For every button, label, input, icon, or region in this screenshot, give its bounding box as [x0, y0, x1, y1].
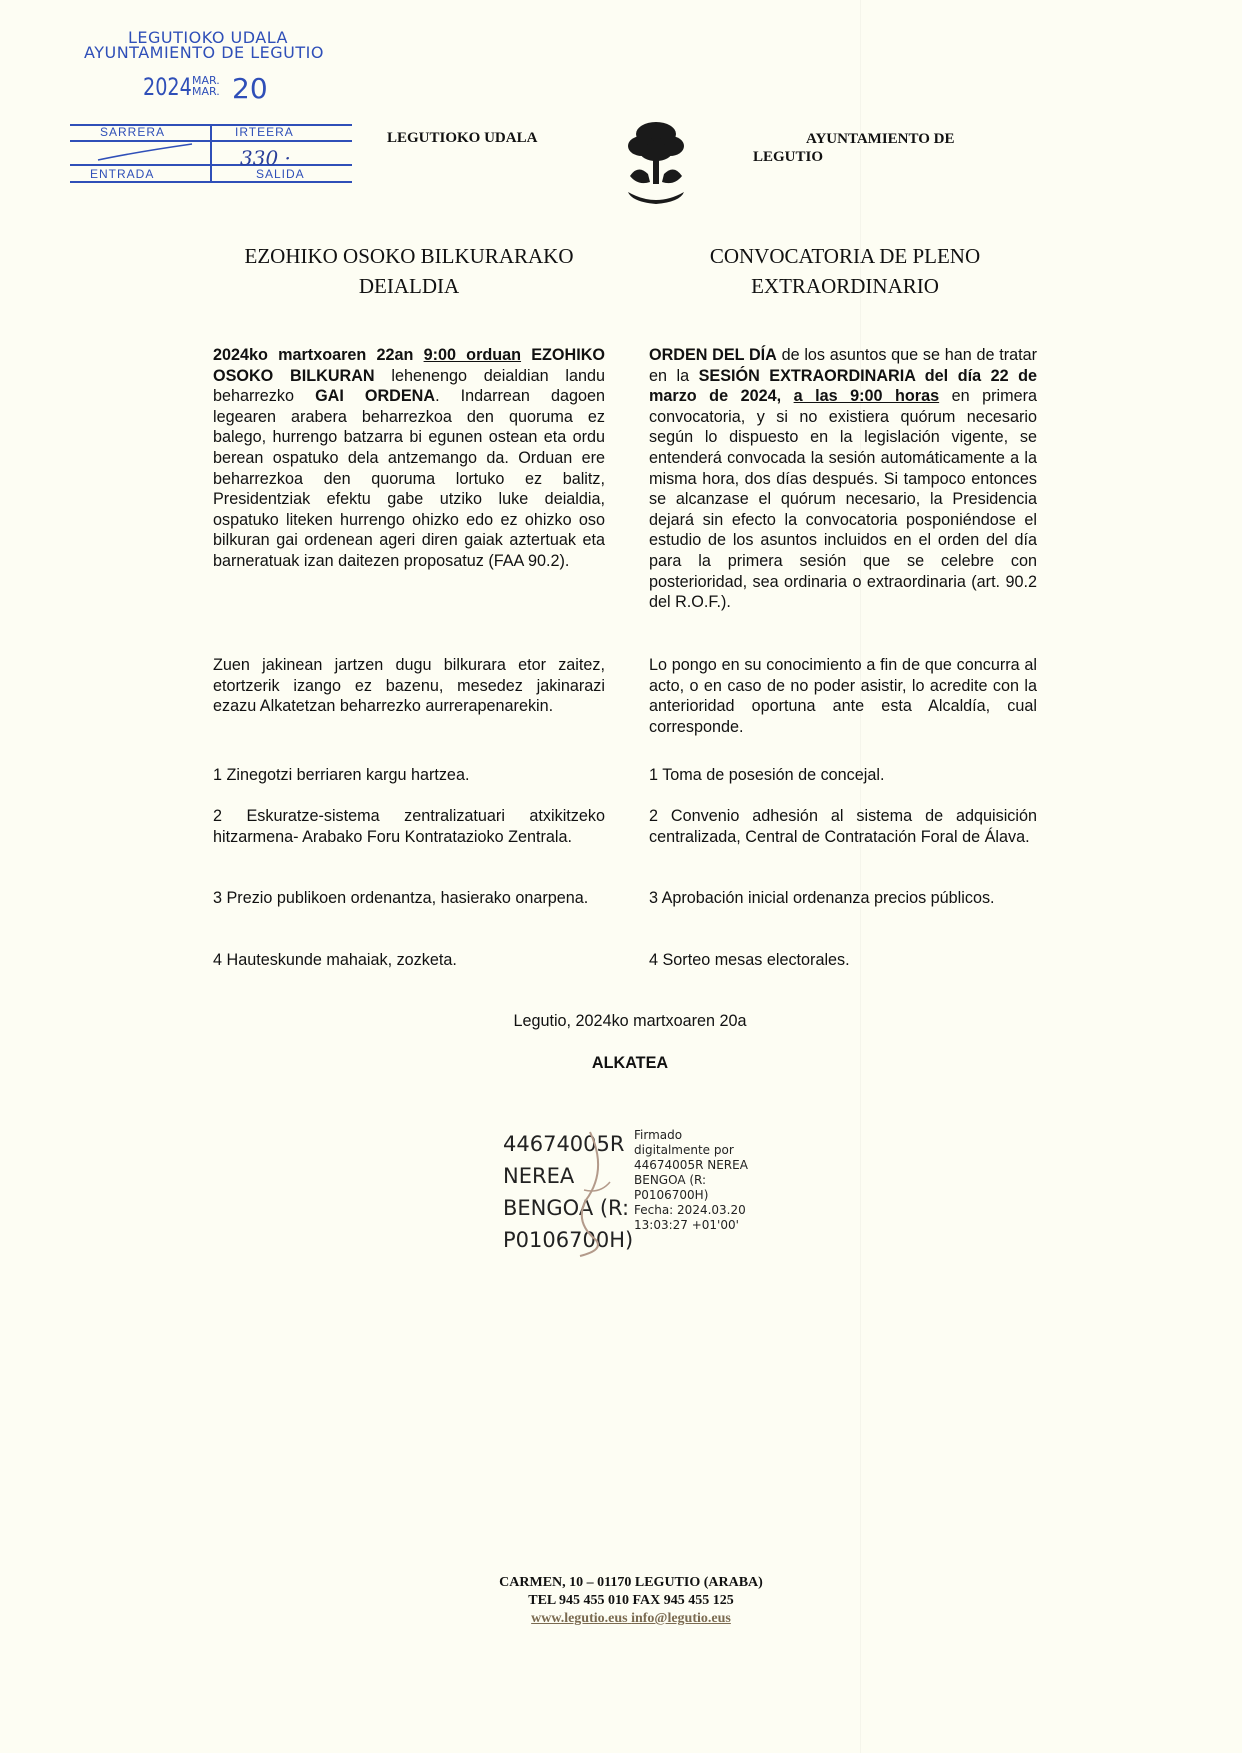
- es-p1-a: de los asuntos que se han de tratar en la: [649, 346, 1037, 385]
- footer-address: CARMEN, 10 – 01170 LEGUTIO (ARABA): [499, 1575, 763, 1590]
- es-p1-rest: en primera convocatoria, y si no existiera quórum necesario según lo dispuesto en la legislación vigente, se entenderá convocada la sesión automáticamente a la misma hora, dos días después. Si tampoco entonces se alcanzase el quórum necesario, la Presidencia dejará sin efecto la convocatoria posponiéndose el estudio de los asuntos incluidos en el orden del día para la primera sesión que se celebre con posterioridad, sea ordinaria o extraordinaria (art. 90.2 del R.O.F.).: [649, 387, 1038, 612]
- signature-meta-line: Fecha: 2024.03.20: [634, 1203, 746, 1217]
- eu-agenda-item: 3 Prezio publikoen ordenantza, hasierako onarpena.: [213, 889, 589, 907]
- header-left: LEGUTIOKO UDALA: [387, 130, 538, 146]
- stamp-day: 20: [232, 72, 268, 105]
- stamp-line-1: LEGUTIOKO UDALA: [128, 28, 288, 47]
- eu-session: EZOHIKO OSOKO BILKURAN: [213, 346, 605, 385]
- signature-meta-line: BENGOA (R:: [634, 1173, 707, 1187]
- municipal-tree-emblem-icon: [620, 116, 692, 206]
- footer-email-link[interactable]: info@legutio.eus: [631, 1611, 731, 1626]
- signature-meta-line: Firmado: [634, 1128, 683, 1142]
- es-agenda: ORDEN DEL DÍA: [649, 346, 777, 364]
- registry-stroke-icon: [96, 142, 196, 162]
- eu-agenda-item: 1 Zinegotzi berriaren kargu hartzea.: [213, 766, 470, 784]
- es-session: SESIÓN EXTRAORDINARIA del día 22 de marzo de 2024,: [649, 366, 1037, 406]
- signature-meta-line: P0106700H): [634, 1188, 709, 1202]
- eu-paragraph-1: [213, 345, 605, 572]
- signer-role: ALKATEA: [591, 1054, 669, 1072]
- signature-meta-line: 44674005R NEREA: [634, 1158, 748, 1172]
- title-es-line2: EXTRAORDINARIO: [751, 274, 939, 298]
- footer: [421, 1574, 841, 1628]
- registry-box: [70, 124, 352, 186]
- title-eu-line1: EZOHIKO OSOKO BILKURARAKO: [244, 244, 574, 268]
- stamp-month-es: MAR.: [192, 85, 220, 98]
- stamp-month: [192, 75, 220, 97]
- eu-agenda-item: 4 Hauteskunde mahaiak, zozketa.: [213, 951, 457, 969]
- es-agenda-item: 2 Convenio adhesión al sistema de adquisición centralizada, Central de Contratación Foral de Álava.: [649, 807, 1037, 846]
- signature-name-line: 44674005R: [503, 1132, 625, 1156]
- es-paragraph-1: [649, 345, 1037, 613]
- es-time: a las 9:00 horas: [793, 387, 940, 406]
- header-right-line2: LEGUTIO: [753, 149, 824, 165]
- place-date: Legutio, 2024ko martxoaren 20a: [513, 1012, 747, 1030]
- stamp-year: 2024: [143, 73, 192, 101]
- es-agenda-item: 3 Aprobación inicial ordenanza precios públicos.: [649, 889, 995, 907]
- signature-name-line: BENGOA (R:: [503, 1196, 630, 1220]
- title-eu: [203, 241, 615, 301]
- footer-phones: TEL 945 455 010 FAX 945 455 125: [528, 1593, 734, 1608]
- title-eu-line2: DEIALDIA: [358, 274, 460, 298]
- registry-exit-eu: IRTEERA: [235, 125, 294, 139]
- registry-number: 330 ·: [240, 146, 291, 170]
- registry-exit-es: SALIDA: [256, 167, 305, 181]
- signature-metadata: [634, 1128, 748, 1233]
- title-es: [640, 241, 1050, 301]
- stamp-line-2: AYUNTAMIENTO DE LEGUTIO: [84, 43, 324, 62]
- signature-meta-line: digitalmente por: [634, 1143, 734, 1157]
- registry-entry-es: ENTRADA: [90, 167, 155, 181]
- signature-name-line: P0106700H): [503, 1228, 634, 1252]
- eu-time: 9:00 orduan: [423, 346, 522, 364]
- es-agenda-item: 4 Sorteo mesas electorales.: [649, 951, 850, 969]
- eu-agenda: GAI ORDENA: [315, 387, 436, 406]
- header-right-line1: AYUNTAMIENTO DE: [806, 131, 955, 147]
- footer-links: [421, 1610, 841, 1628]
- title-es-line1: CONVOCATORIA DE PLENO: [709, 244, 981, 268]
- stamp-month-eu: MAR.: [192, 74, 220, 87]
- eu-p1-mid: lehenengo deialdian landu beharrezko: [213, 366, 605, 406]
- es-paragraph-2: Lo pongo en su conocimiento a fin de que concurra al acto, o en caso de no poder asistir, lo acredite con la anterioridad oportuna ante esta Alcaldía, cual corresponde.: [649, 656, 1037, 736]
- registry-entry-eu: SARRERA: [100, 125, 166, 139]
- eu-agenda-item: 2 Eskuratze-sistema zentralizatuari atxikitzeko hitzarmena- Arabako Foru Kontratazioko Zentrala.: [213, 807, 605, 846]
- eu-date: 2024ko martxoaren 22an: [213, 346, 414, 364]
- eu-p1-rest: . Indarrean dagoen legearen arabera beharrezkoa den quoruma ez balego, hurrengo batzarra bi egunen ostean eta ordu berean ospatuko dela antzemango da. Orduan ere beharrezkoa den quoruma lortuko ez balitz, Presidentziak efektu gabe utziko luke deialdia, ospatuko liteken hurrengo ohizko edo ez ohizko oso bilkuran gai ordenean ageri diren gaiak aztertuak eta barneratuak izan daitezen proposatuz (FAA 90.2).: [213, 387, 605, 570]
- signature-name-line: NEREA: [503, 1164, 575, 1188]
- es-agenda-item: 1 Toma de posesión de concejal.: [649, 766, 885, 784]
- footer-web-link[interactable]: www.legutio.eus: [531, 1611, 628, 1626]
- signature-meta-line: 13:03:27 +01'00': [634, 1218, 739, 1232]
- eu-paragraph-2: Zuen jakinean jartzen dugu bilkurara etor zaitez, etortzerik izango ez bazenu, mesedez jakinarazi ezazu Alkatetzan beharrezko aurrerapenarekin.: [213, 656, 605, 716]
- handwritten-signature-icon: [560, 1130, 620, 1260]
